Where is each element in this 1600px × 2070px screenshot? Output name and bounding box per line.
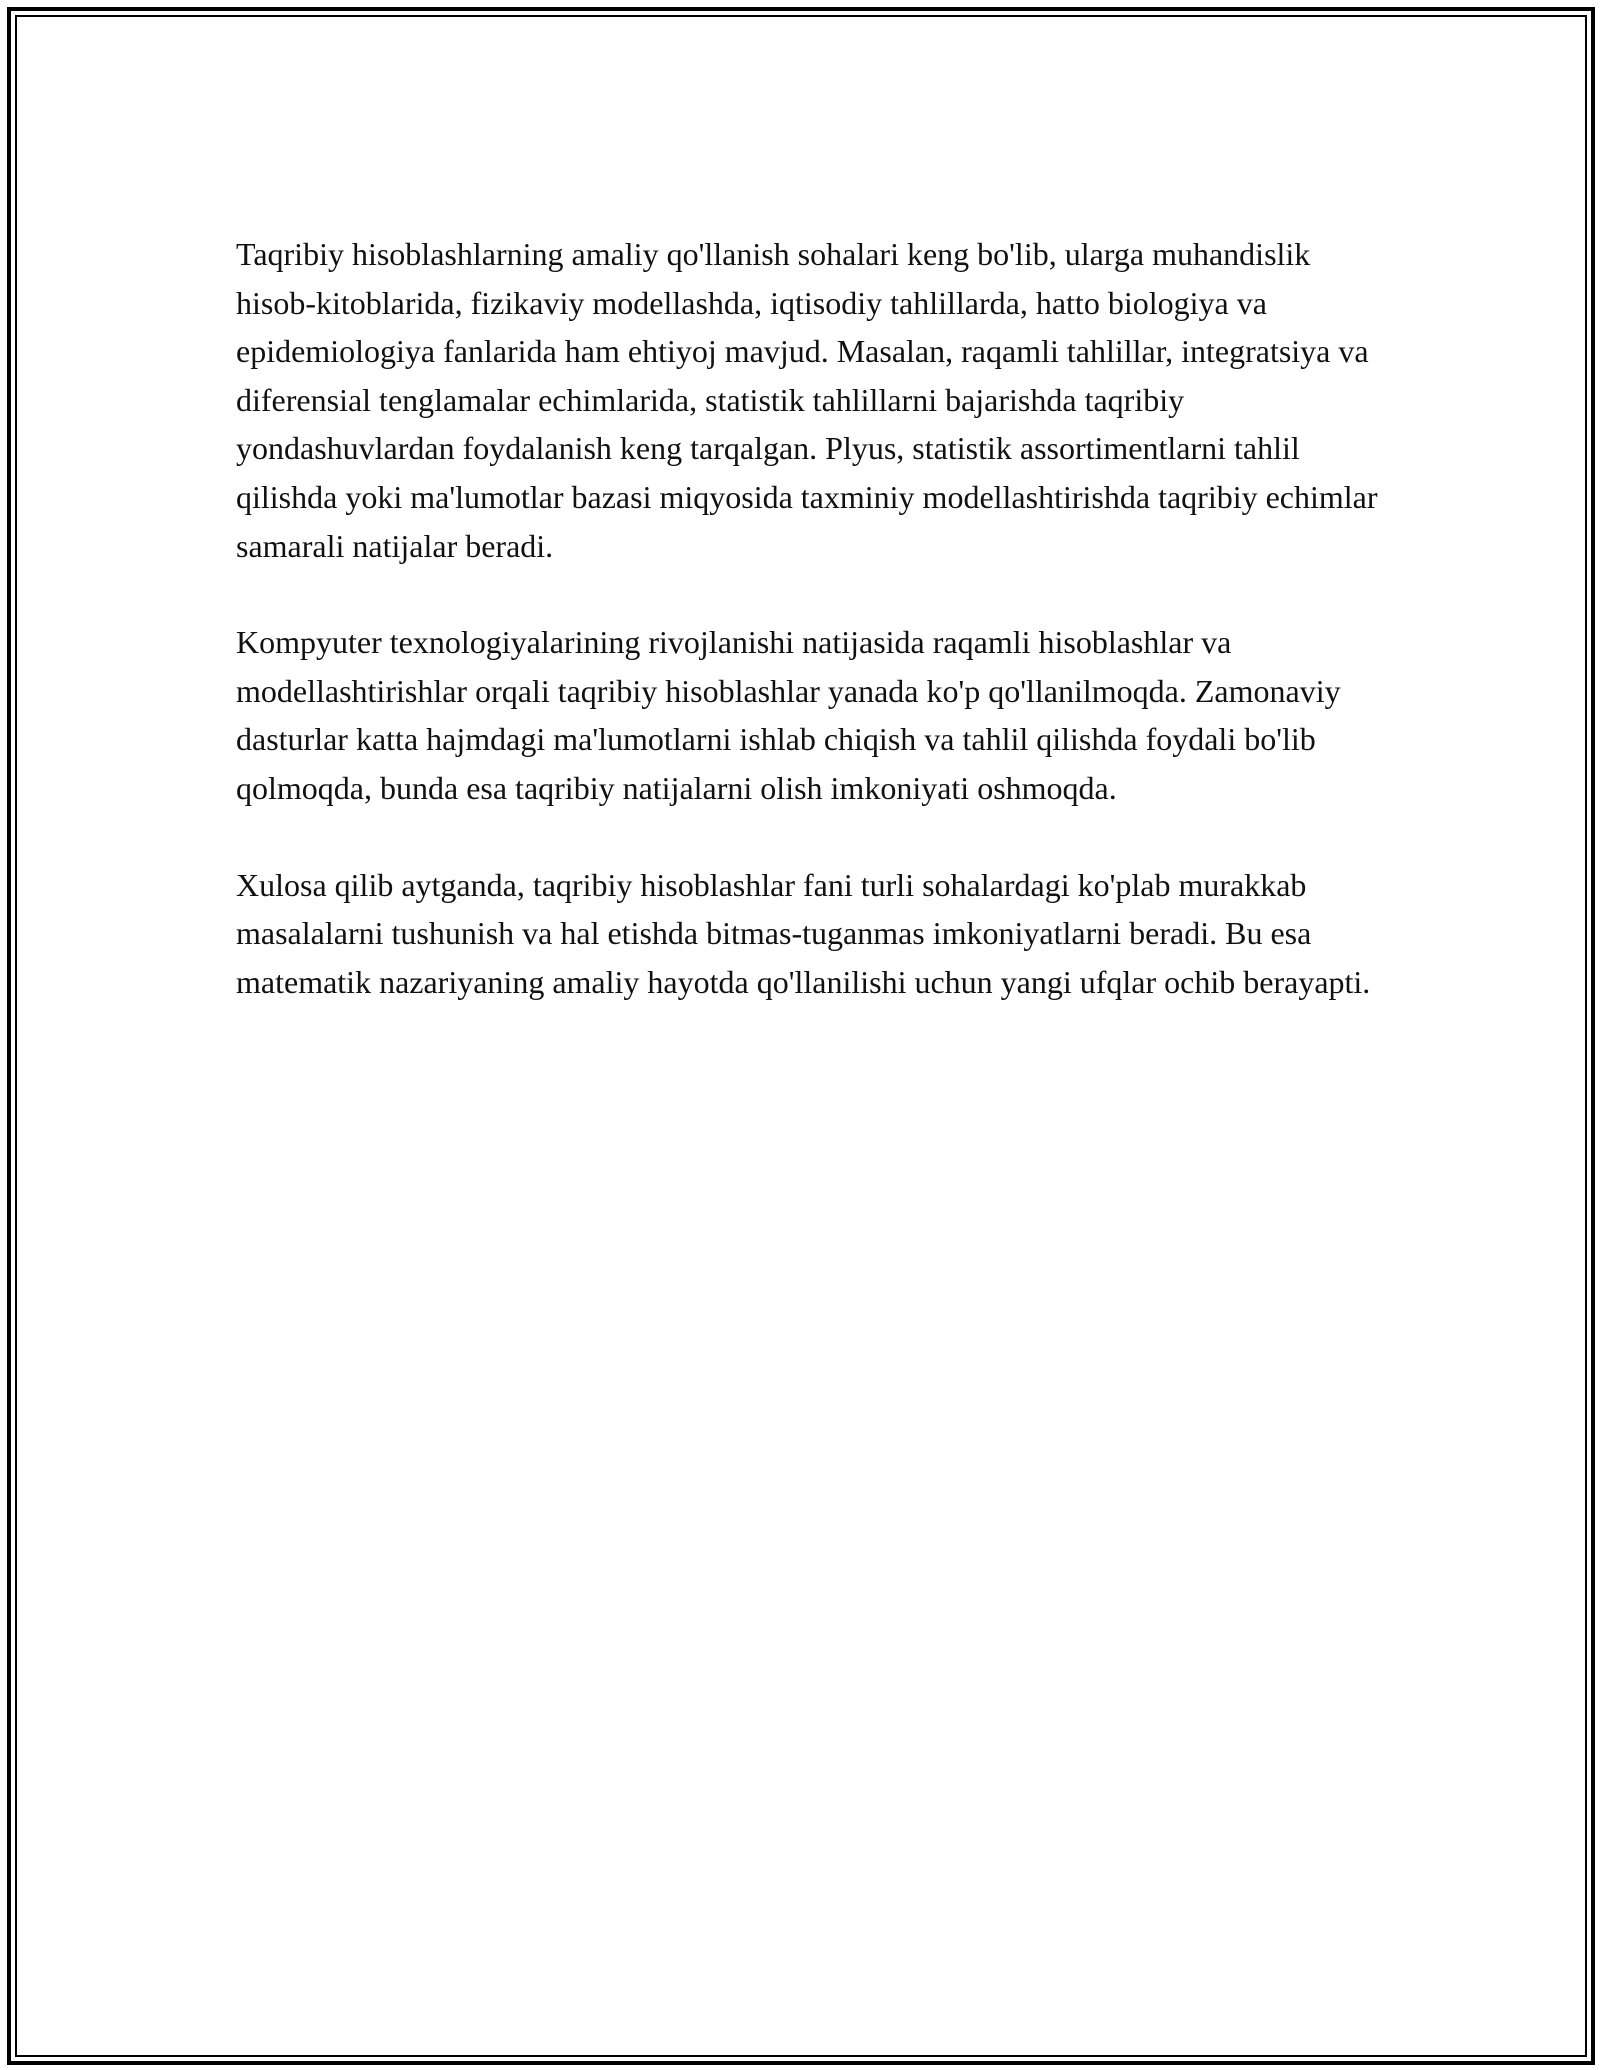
document-body	[236, 230, 1386, 1054]
paragraph-computer-technology: Kompyuter texnologiyalarining rivojlanishi natijasida raqamli hisoblashlar va modellashtirishlar orqali taqribiy hisoblashlar yanada ko'p qo'llanilmoqda. Zamonaviy dasturlar katta hajmdagi ma'lumotlarni ishlab chiqish va tahlil qilishda foydali bo'lib qolmoqda, bunda esa taqribiy natijalarni olish imkoniyati oshmoqda.	[236, 624, 1341, 806]
paragraph-applications: Taqribiy hisoblashlarning amaliy qo'llanish sohalari keng bo'lib, ularga muhandislik hisob-kitoblarida, fizikaviy modellashda, iqtisodiy tahlillarda, hatto biologiya va epidemiologiya fanlarida ham ehtiyoj mavjud. Masalan, raqamli tahlillar, integratsiya va diferensial tenglamalar echimlarida, statistik tahlillarni bajarishda taqribiy yondashuvlardan foydalanish keng tarqalgan. Plyus, statistik assortimentlarni tahlil qilishda yoki ma'lumotlar bazasi miqyosida taxminiy modellashtirishda taqribiy echimlar samarali natijalar beradi.	[236, 236, 1378, 564]
paragraph-conclusion: Xulosa qilib aytganda, taqribiy hisoblashlar fani turli sohalardagi ko'plab murakkab masalalarni tushunish va hal etishda bitmas-tuganmas imkoniyatlarni beradi. Bu esa matematik nazariyaning amaliy hayotda qo'llanilishi uchun yangi ufqlar ochib berayapti.	[236, 866, 1371, 1000]
